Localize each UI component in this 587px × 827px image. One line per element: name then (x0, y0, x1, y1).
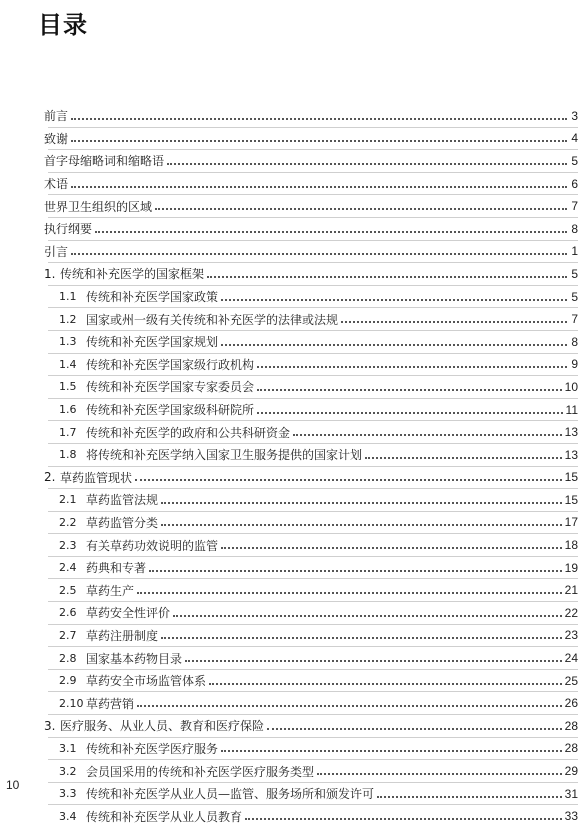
dot-leader (161, 637, 562, 639)
toc-entry-page: 9 (571, 357, 578, 372)
toc-section[interactable] (44, 354, 578, 376)
table-of-contents (44, 105, 578, 827)
toc-entry-number: 2. (44, 470, 56, 485)
toc-entry-label: 致谢 (44, 131, 69, 146)
toc-entry-label: 传统和补充医学国家级科研院所 (86, 403, 255, 418)
toc-entry-number: 1.5 (59, 380, 77, 394)
toc-entry-page: 23 (564, 628, 578, 643)
toc-entry-label: 草药安全性评价 (86, 606, 171, 621)
dot-leader (257, 389, 562, 391)
toc-entry-number: 1.3 (59, 335, 77, 349)
toc-section[interactable] (44, 760, 578, 782)
toc-entry[interactable] (44, 128, 578, 150)
toc-entry-label: 会员国采用的传统和补充医学医疗服务类型 (86, 764, 315, 779)
toc-entry-number: 3. (44, 718, 56, 733)
toc-entry-label: 首字母缩略词和缩略语 (44, 154, 165, 169)
toc-entry[interactable] (44, 173, 578, 195)
toc-chapter[interactable] (44, 263, 578, 285)
toc-entry-page: 8 (571, 334, 578, 349)
dot-leader (137, 592, 562, 594)
toc-entry-page: 29 (564, 764, 578, 779)
toc-entry-label: 药典和专著 (86, 561, 147, 576)
dot-leader (377, 796, 562, 798)
toc-entry-label: 传统和补充医学国家级行政机构 (86, 357, 255, 372)
dot-leader (341, 321, 567, 323)
toc-entry-page: 28 (564, 741, 578, 756)
toc-entry-page: 4 (571, 131, 578, 146)
dot-leader (365, 457, 562, 459)
toc-section[interactable] (44, 625, 578, 647)
toc-entry-label: 传统和补充医学的国家框架 (60, 267, 205, 282)
toc-entry-label: 引言 (44, 244, 69, 259)
toc-entry[interactable] (44, 105, 578, 127)
toc-section[interactable] (44, 489, 578, 511)
toc-entry-label: 草药监管法规 (86, 493, 159, 508)
toc-section[interactable] (44, 602, 578, 624)
toc-entry-page: 13 (564, 425, 578, 440)
dot-leader (173, 615, 562, 617)
dot-leader (71, 118, 567, 120)
toc-section[interactable] (44, 692, 578, 714)
toc-entry-number: 3.1 (59, 741, 77, 755)
toc-entry-page: 11 (565, 402, 578, 417)
dot-leader (167, 163, 567, 165)
toc-entry[interactable] (44, 218, 578, 240)
dot-leader (185, 660, 562, 662)
toc-entry-label: 国家基本药物目录 (86, 651, 183, 666)
toc-entry-page: 26 (564, 696, 578, 711)
toc-entry-page: 15 (564, 492, 578, 507)
toc-entry-number: 1.1 (59, 290, 77, 304)
dot-leader (267, 728, 562, 730)
toc-entry-page: 21 (564, 583, 578, 598)
toc-entry-number: 2.8 (59, 651, 77, 665)
toc-section[interactable] (44, 399, 578, 421)
dot-leader (221, 547, 562, 549)
toc-entry-page: 28 (564, 718, 578, 733)
toc-entry[interactable] (44, 241, 578, 263)
page-title: 目录 (38, 11, 88, 39)
toc-section[interactable] (44, 579, 578, 601)
toc-section[interactable] (44, 805, 578, 827)
toc-entry-page: 22 (564, 605, 578, 620)
toc-entry-label: 草药安全市场监管体系 (86, 674, 207, 689)
toc-entry-number: 2.7 (59, 628, 77, 642)
dot-leader (135, 479, 562, 481)
toc-entry-page: 5 (571, 266, 578, 281)
toc-entry-label: 草药生产 (86, 583, 135, 598)
toc-entry-page: 13 (564, 447, 578, 462)
toc-entry[interactable] (44, 150, 578, 172)
toc-entry-page: 5 (571, 153, 578, 168)
toc-entry[interactable] (44, 195, 578, 217)
toc-entry-number: 2.10 (59, 696, 84, 710)
toc-entry-number: 2.1 (59, 493, 77, 507)
dot-leader (71, 186, 567, 188)
toc-entry-label: 传统和补充医学从业人员—监管、服务场所和颁发许可 (86, 787, 375, 802)
toc-section[interactable] (44, 534, 578, 556)
toc-section[interactable] (44, 783, 578, 805)
toc-entry-number: 1.2 (59, 312, 77, 326)
toc-entry-label: 草药营销 (86, 696, 135, 711)
page-number: 10 (6, 778, 20, 792)
toc-entry-label: 传统和补充医学医疗服务 (86, 741, 219, 756)
toc-entry-number: 3.3 (59, 787, 77, 801)
toc-section[interactable] (44, 512, 578, 534)
toc-entry-label: 执行纲要 (44, 222, 93, 237)
toc-section[interactable] (44, 670, 578, 692)
toc-entry-label: 传统和补充医学的政府和公共科研资金 (86, 425, 291, 440)
toc-entry-page: 7 (571, 199, 578, 214)
dot-leader (221, 750, 562, 752)
toc-entry-label: 草药注册制度 (86, 628, 159, 643)
toc-section[interactable] (44, 376, 578, 398)
toc-entry-label: 传统和补充医学从业人员教育 (86, 809, 243, 824)
toc-entry-page: 31 (564, 786, 578, 801)
dot-leader (245, 818, 562, 820)
toc-entry-page: 1 (571, 244, 578, 259)
dot-leader (221, 344, 567, 346)
toc-entry-page: 17 (564, 515, 578, 530)
dot-leader (207, 276, 567, 278)
toc-entry-number: 3.4 (59, 809, 77, 823)
dot-leader (137, 705, 562, 707)
toc-section[interactable] (44, 444, 578, 466)
toc-entry-label: 传统和补充医学国家规划 (86, 335, 219, 350)
toc-entry-label: 草药监管分类 (86, 515, 159, 530)
toc-entry-page: 15 (564, 470, 578, 485)
toc-entry-number: 2.2 (59, 515, 77, 529)
toc-entry-label: 前言 (44, 109, 69, 124)
toc-chapter[interactable] (44, 715, 578, 737)
toc-chapter[interactable] (44, 467, 578, 489)
toc-entry-number: 3.2 (59, 764, 77, 778)
toc-entry-page: 33 (564, 809, 578, 824)
toc-entry-label: 有关草药功效说明的监管 (86, 538, 219, 553)
dot-leader (155, 208, 567, 210)
toc-entry-page: 7 (571, 312, 578, 327)
toc-entry-number: 1.4 (59, 357, 77, 371)
toc-entry-number: 1.8 (59, 448, 77, 462)
dot-leader (161, 502, 562, 504)
dot-leader (149, 570, 562, 572)
dot-leader (317, 773, 562, 775)
toc-entry-label: 传统和补充医学国家专家委员会 (86, 380, 255, 395)
toc-entry-page: 3 (571, 108, 578, 123)
toc-entry-number: 2.5 (59, 583, 77, 597)
toc-entry-number: 2.3 (59, 538, 77, 552)
toc-entry-label: 草药监管现状 (60, 470, 133, 485)
toc-entry-number: 2.9 (59, 674, 77, 688)
toc-entry-label: 术语 (44, 177, 69, 192)
toc-section[interactable] (44, 286, 578, 308)
toc-entry-label: 国家或州一级有关传统和补充医学的法律或法规 (86, 312, 339, 327)
toc-entry-page: 6 (571, 176, 578, 191)
dot-leader (293, 434, 562, 436)
toc-section[interactable] (44, 331, 578, 353)
toc-entry-label: 世界卫生组织的区域 (44, 199, 153, 214)
toc-section[interactable] (44, 421, 578, 443)
dot-leader (209, 683, 562, 685)
dot-leader (71, 140, 567, 142)
toc-entry-label: 医疗服务、从业人员、教育和医疗保险 (60, 719, 265, 734)
toc-entry-page: 18 (564, 538, 578, 553)
toc-section[interactable] (44, 647, 578, 669)
dot-leader (221, 299, 567, 301)
toc-entry-number: 1.6 (59, 403, 77, 417)
toc-entry-page: 10 (564, 379, 578, 394)
toc-entry-page: 8 (571, 221, 578, 236)
toc-entry-page: 19 (564, 560, 578, 575)
toc-entry-page: 25 (564, 673, 578, 688)
toc-entry-label: 传统和补充医学国家政策 (86, 290, 219, 305)
toc-section[interactable] (44, 308, 578, 330)
dot-leader (71, 253, 567, 255)
toc-entry-number: 2.4 (59, 561, 77, 575)
toc-entry-label: 将传统和补充医学纳入国家卫生服务提供的国家计划 (86, 448, 363, 463)
toc-entry-number: 1.7 (59, 425, 77, 439)
toc-entry-number: 1. (44, 266, 56, 281)
dot-leader (161, 524, 562, 526)
toc-entry-page: 24 (564, 651, 578, 666)
dot-leader (257, 366, 567, 368)
toc-section[interactable] (44, 738, 578, 760)
toc-section[interactable] (44, 557, 578, 579)
toc-entry-page: 5 (571, 289, 578, 304)
dot-leader (257, 412, 563, 414)
dot-leader (95, 231, 567, 233)
toc-entry-number: 2.6 (59, 606, 77, 620)
